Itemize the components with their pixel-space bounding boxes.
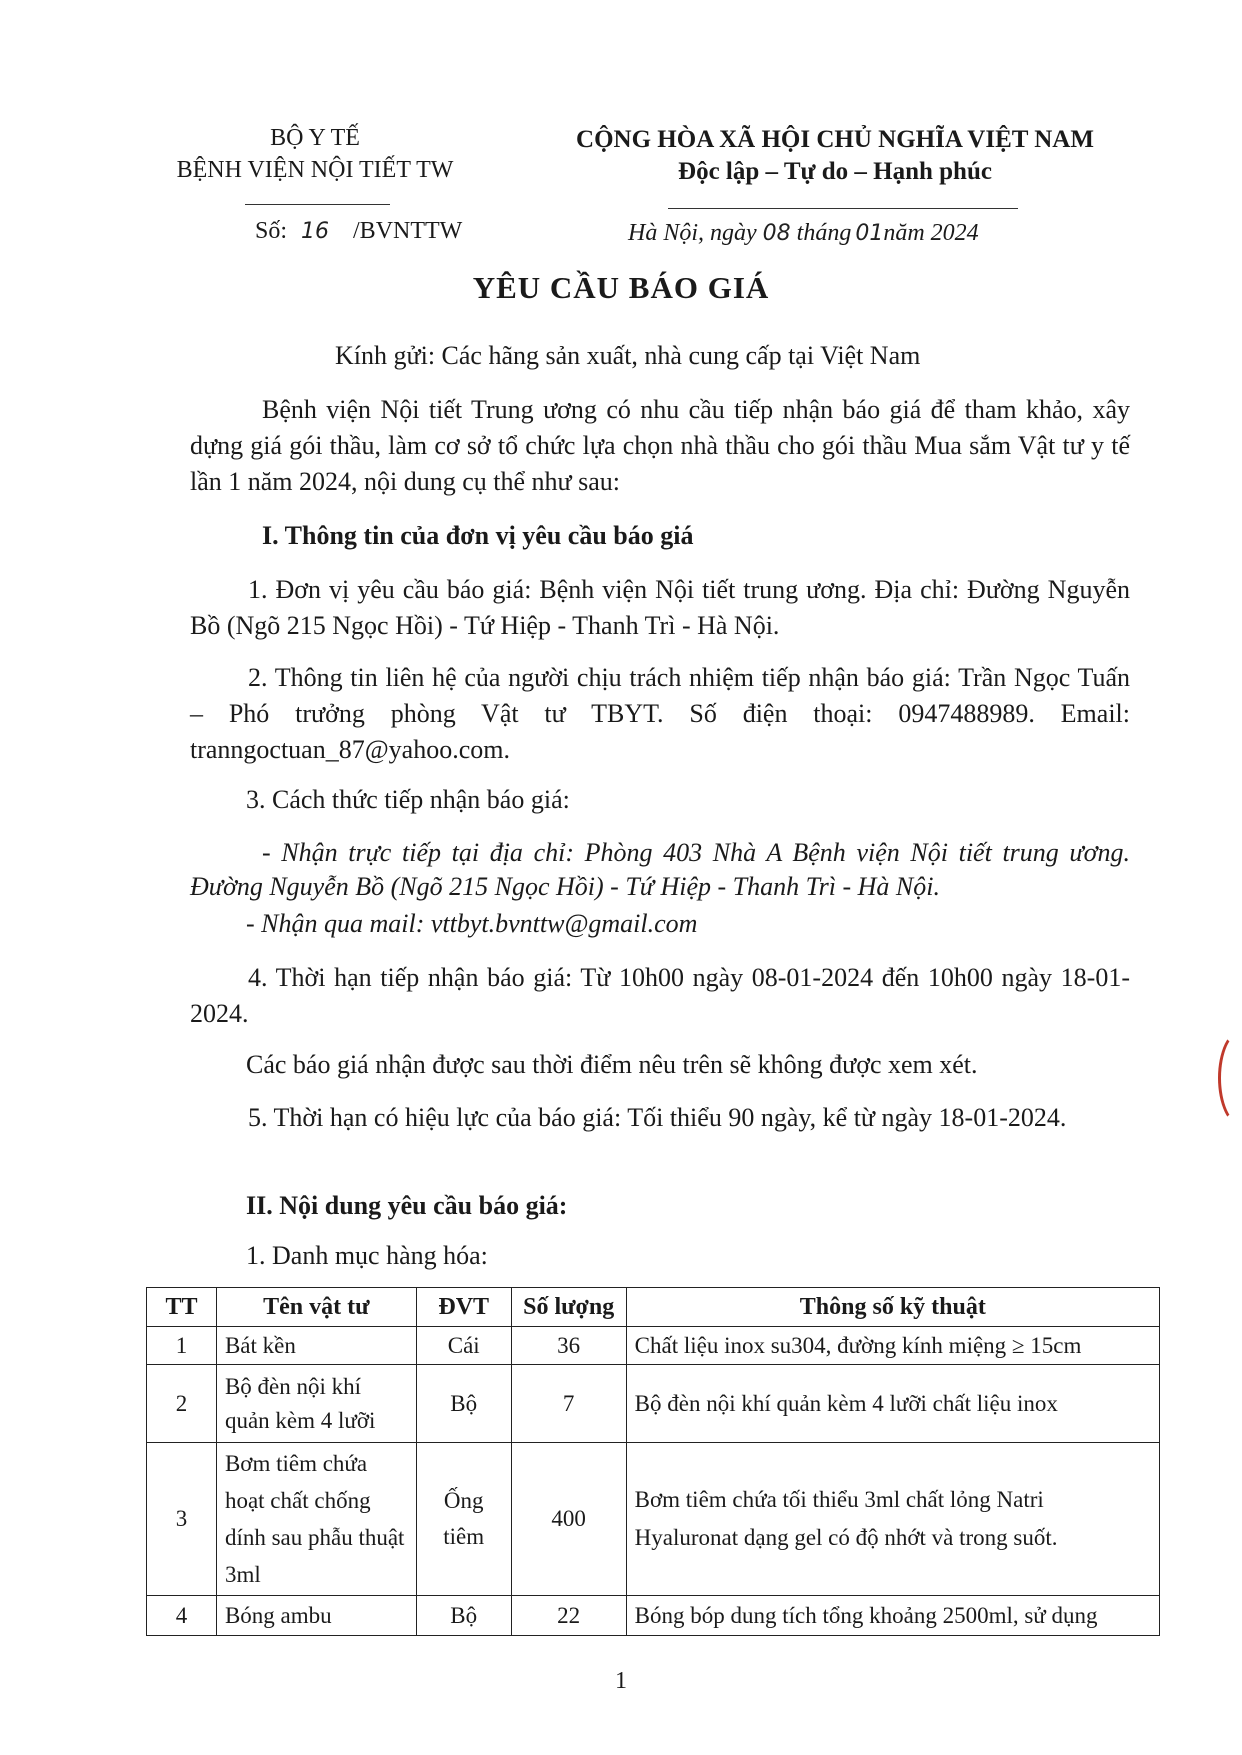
motto-underline [668,208,1018,209]
row-qty: 22 [511,1596,626,1636]
row-spec: Bóng bóp dung tích tổng khoảng 2500ml, sử dụng [626,1596,1159,1636]
section1-item4: 4. Thời hạn tiếp nhận báo giá: Từ 10h00 ngày 08-01-2024 đến 10h00 ngày 18-01-2024. [190,963,1130,1028]
page-number: 1 [615,1668,627,1694]
row-unit: Ống tiêm [416,1443,511,1596]
table-row [147,1365,1160,1443]
col-header-name: Tên vật tư [216,1288,416,1327]
date-day-handwritten: 08 [762,221,791,246]
doc-number-suffix: /BVNTTW [353,218,463,244]
document-title: YÊU CẦU BÁO GIÁ [472,270,770,305]
row-name: Bộ đèn nội khí quản kèm 4 lưỡi [216,1365,416,1443]
row-tt: 4 [147,1596,217,1636]
section1-item2: 2. Thông tin liên hệ của người chịu trách nhiệm tiếp nhận báo giá: Trần Ngọc Tuấn – Phó trưởng phòng Vật tư TBYT. Số điện thoại: 0947488989. Email: tranngoctuan_87@yahoo.com. [190,663,1130,764]
row-qty: 400 [511,1443,626,1596]
table-row [147,1443,1160,1596]
ministry-name: BỘ Y TẾ [270,125,360,151]
republic-name: CỘNG HÒA XÃ HỘI CHỦ NGHĨA VIỆT NAM [576,126,1094,153]
section1-item3-direct: - Nhận trực tiếp tại địa chỉ: Phòng 403 Nhà A Bệnh viện Nội tiết trung ương. Đường Nguyễn Bồ (Ngõ 215 Ngọc Hồi) - Tứ Hiệp - Thanh Trì - Hà Nội. [190,838,1130,901]
row-tt: 3 [147,1443,217,1596]
recipient-line: Kính gửi: Các hãng sản xuất, nhà cung cấp tại Việt Nam [335,341,921,370]
row-qty: 7 [511,1365,626,1443]
table-row [147,1596,1160,1636]
row-spec: Chất liệu inox su304, đường kính miệng ≥ 15cm [626,1327,1159,1365]
row-unit: Bộ [416,1596,511,1636]
row-name: Bóng ambu [216,1596,416,1636]
col-header-unit: ĐVT [416,1288,511,1327]
date-place: Hà Nội, ngày [628,220,757,246]
row-name: Bơm tiêm chứa hoạt chất chống dính sau phẫu thuật 3ml [216,1443,416,1596]
section2-sub1: 1. Danh mục hàng hóa: [246,1241,488,1270]
row-spec: Bơm tiêm chứa tối thiểu 3ml chất lỏng Natri Hyaluronat dạng gel có độ nhớt và trong suốt. [626,1443,1159,1596]
doc-number-prefix: Số: [255,218,288,244]
national-header [555,124,1115,188]
section1-note: Các báo giá nhận được sau thời điểm nêu trên sẽ không được xem xét. [246,1050,978,1079]
section1-item3: 3. Cách thức tiếp nhận báo giá: [246,785,570,814]
date-month-handwritten: 01 [855,221,884,246]
row-unit: Cái [416,1327,511,1365]
row-spec: Bộ đèn nội khí quản kèm 4 lưỡi chất liệu inox [626,1365,1159,1443]
issuer-block [170,122,460,186]
col-header-spec: Thông số kỹ thuật [626,1288,1159,1327]
doc-number-handwritten: 16 [301,219,330,244]
date-month-label: tháng [796,220,852,246]
date-year: năm 2024 [883,220,979,246]
row-unit: Bộ [416,1365,511,1443]
hospital-name: BỆNH VIỆN NỘI TIẾT TW [176,157,454,183]
stamp-edge-mark [1218,1030,1242,1126]
goods-table [146,1287,1160,1636]
table-row [147,1327,1160,1365]
issuer-underline [245,204,390,205]
table-header-row [147,1288,1160,1327]
national-motto: Độc lập – Tự do – Hạnh phúc [678,158,992,185]
col-header-qty: Số lượng [511,1288,626,1327]
section1-item5: 5. Thời hạn có hiệu lực của báo giá: Tối thiểu 90 ngày, kể từ ngày 18-01-2024. [248,1103,1067,1132]
section1-item3-email: - Nhận qua mail: vttbyt.bvnttw@gmail.com [246,909,698,938]
row-tt: 2 [147,1365,217,1443]
intro-paragraph: Bệnh viện Nội tiết Trung ương có nhu cầu tiếp nhận báo giá để tham khảo, xây dựng giá gói thầu, làm cơ sở tổ chức lựa chọn nhà thầu cho gói thầu Mua sắm Vật tư y tế lần 1 năm 2024, nội dung cụ thể như sau: [190,395,1130,496]
row-qty: 36 [511,1327,626,1365]
date-line [628,220,979,247]
col-header-tt: TT [147,1288,217,1327]
section2-heading: II. Nội dung yêu cầu báo giá: [246,1191,568,1220]
document-number [255,218,462,245]
row-tt: 1 [147,1327,217,1365]
section1-item1: 1. Đơn vị yêu cầu báo giá: Bệnh viện Nội tiết trung ương. Địa chỉ: Đường Nguyễn Bồ (Ngõ 215 Ngọc Hồi) - Tứ Hiệp - Thanh Trì - Hà Nội. [190,575,1130,640]
row-name: Bát kền [216,1327,416,1365]
section1-heading: I. Thông tin của đơn vị yêu cầu báo giá [262,521,694,550]
